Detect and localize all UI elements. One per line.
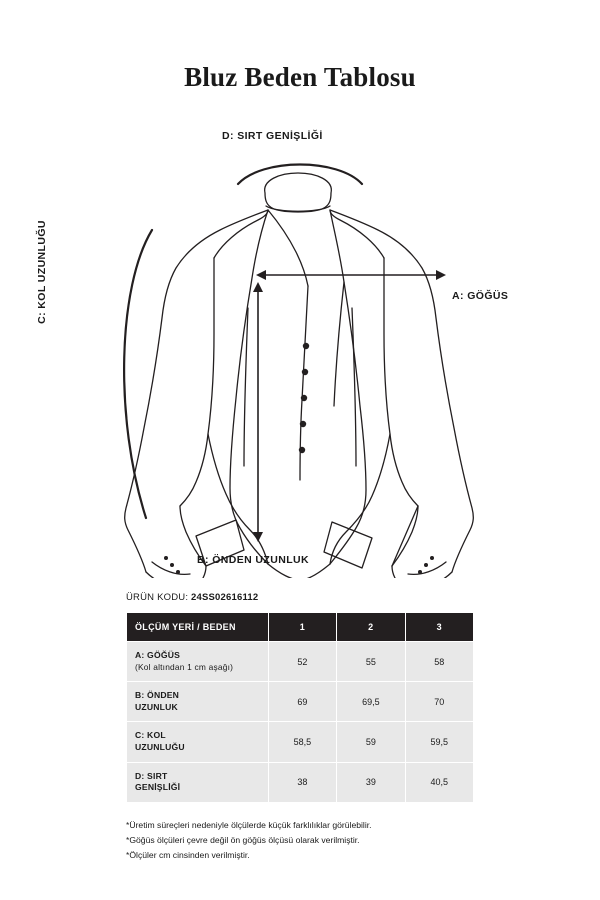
- blouse-illustration: [0, 118, 600, 578]
- cell-chest-3: 58: [405, 642, 473, 682]
- cell-back-width-1: 38: [268, 762, 336, 802]
- label-front-length: B: ÖNDEN UZUNLUK: [197, 554, 309, 566]
- garment-diagram: [0, 118, 600, 578]
- footnote-3: *Ölçüler cm cinsinden verilmiştir.: [126, 850, 250, 861]
- table-row: [127, 762, 474, 802]
- cell-sleeve-length-3: 59,5: [405, 722, 473, 762]
- cell-chest-1: 52: [268, 642, 336, 682]
- table-header-size-2: 2: [337, 613, 405, 642]
- label-sleeve-length: C: KOL UZUNLUĞU: [36, 220, 48, 324]
- product-code: [126, 592, 258, 603]
- row-label-back-width-main: D: SIRT: [135, 770, 168, 781]
- cell-sleeve-length-1: 58,5: [268, 722, 336, 762]
- product-code-label: ÜRÜN KODU:: [126, 592, 189, 603]
- size-table: [126, 612, 474, 803]
- label-chest: A: GÖĞÜS: [452, 290, 509, 302]
- row-label-front-length: [127, 682, 269, 722]
- row-label-sleeve-length-main: C: KOL: [135, 730, 166, 741]
- row-label-front-length-main: B: ÖNDEN: [135, 690, 180, 701]
- row-label-chest-main: A: GÖĞÜS: [135, 650, 181, 660]
- row-label-back-width: [127, 762, 269, 802]
- table-row: [127, 642, 474, 682]
- footnote-1: *Üretim süreçleri nedeniyle ölçülerde küçük farklılıklar görülebilir.: [126, 820, 372, 830]
- product-code-value: 24SS02616112: [191, 592, 259, 603]
- row-label-chest-sub: (Kol altından 1 cm aşağı): [135, 661, 234, 672]
- footnotes: [126, 818, 506, 863]
- row-label-sleeve-length-sub: UZUNLUĞU: [135, 741, 185, 752]
- page-title: Bluz Beden Tablosu: [184, 62, 416, 92]
- table-header-size-3: 3: [405, 613, 473, 642]
- table-header-size-1: 1: [268, 613, 336, 642]
- table-header-measurement: ÖLÇÜM YERİ / BEDEN: [127, 613, 269, 642]
- cell-front-length-3: 70: [405, 682, 473, 722]
- cell-front-length-1: 69: [268, 682, 336, 722]
- table-header-row: [127, 613, 474, 642]
- row-label-back-width-sub: GENİŞLİĞİ: [135, 782, 181, 793]
- cell-back-width-2: 39: [337, 762, 405, 802]
- label-back-width: D: SIRT GENİŞLİĞİ: [222, 130, 323, 142]
- cell-front-length-2: 69,5: [337, 682, 405, 722]
- cell-chest-2: 55: [337, 642, 405, 682]
- row-label-front-length-sub: UZUNLUK: [135, 701, 178, 712]
- row-label-sleeve-length: [127, 722, 269, 762]
- table-row: [127, 682, 474, 722]
- table-row: [127, 722, 474, 762]
- footnote-2: *Göğüs ölçüleri çevre değil ön göğüs ölçüsü olarak verilmiştir.: [126, 835, 360, 846]
- cell-back-width-3: 40,5: [405, 762, 473, 802]
- row-label-chest: [127, 642, 269, 682]
- cell-sleeve-length-2: 59: [337, 722, 405, 762]
